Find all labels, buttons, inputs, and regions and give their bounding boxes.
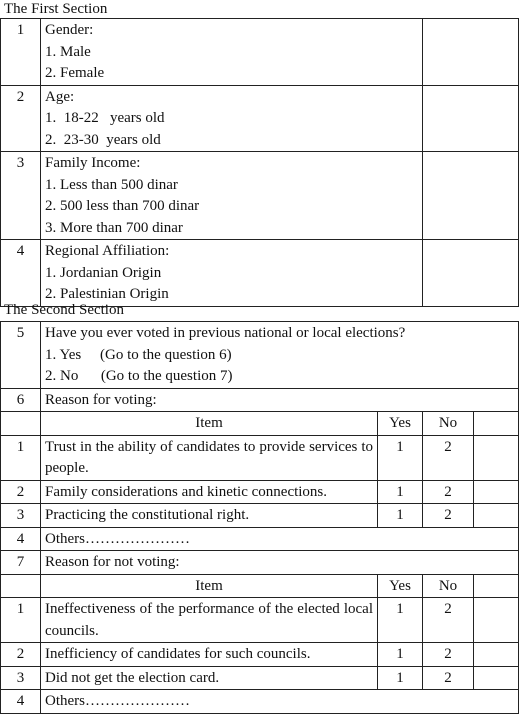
- table-row: [1, 19, 519, 86]
- item-header: Item: [41, 412, 378, 436]
- question-number: 2: [1, 85, 41, 152]
- item-number: 4: [1, 690, 41, 714]
- question-cell: [41, 240, 423, 307]
- table-row: [1, 527, 519, 551]
- option-text: 2. 500 less than 700 dinar: [45, 198, 200, 214]
- item-number: 2: [1, 480, 41, 504]
- question-number: 5: [1, 322, 41, 389]
- answer-cell[interactable]: [474, 643, 519, 667]
- item-number: 1: [1, 435, 41, 480]
- table-row: [1, 690, 519, 714]
- empty-cell: [1, 412, 41, 436]
- second-section-table: [0, 321, 519, 714]
- question-text: Reason for not voting:: [41, 551, 519, 575]
- item-text: Others…………………: [41, 690, 519, 714]
- item-text: Did not get the election card.: [41, 666, 378, 690]
- item-text: Family considerations and kinetic connections.: [41, 480, 378, 504]
- no-code[interactable]: 2: [423, 598, 474, 643]
- item-header: Item: [41, 574, 378, 598]
- question-cell: [41, 152, 423, 240]
- answer-cell[interactable]: [423, 240, 519, 307]
- empty-cell: [474, 574, 519, 598]
- question-number: 3: [1, 152, 41, 240]
- item-number: 3: [1, 666, 41, 690]
- no-header: No: [423, 412, 474, 436]
- yes-code[interactable]: 1: [378, 666, 423, 690]
- no-code[interactable]: 2: [423, 435, 474, 480]
- question-text: Regional Affiliation:: [45, 243, 170, 259]
- no-code[interactable]: 2: [423, 666, 474, 690]
- table-row: [1, 666, 519, 690]
- option-text: 1. Male: [45, 43, 91, 60]
- question-number: 6: [1, 388, 41, 412]
- question-text: Gender:: [45, 22, 94, 38]
- item-text: Inefficiency of candidates for such councils.: [41, 643, 378, 667]
- question-cell: [41, 85, 423, 152]
- option-text: 1. Jordanian Origin: [45, 264, 162, 281]
- table-row: [1, 322, 519, 389]
- option-text: 2. Palestinian Origin: [45, 286, 169, 302]
- question-number: 1: [1, 19, 41, 86]
- answer-cell[interactable]: [474, 435, 519, 480]
- option-text: 2. 23-30 years old: [45, 131, 161, 148]
- yes-code[interactable]: 1: [378, 504, 423, 528]
- option-text: 2. No (Go to the question 7): [45, 368, 233, 384]
- table-row: [1, 551, 519, 575]
- answer-cell[interactable]: [423, 85, 519, 152]
- section-title-first: The First Section: [4, 1, 108, 17]
- item-number: 4: [1, 527, 41, 551]
- option-text: 1. Less than 500 dinar: [45, 176, 178, 193]
- answer-cell[interactable]: [423, 152, 519, 240]
- no-header: No: [423, 574, 474, 598]
- answer-cell[interactable]: [474, 666, 519, 690]
- table-row: [1, 598, 519, 643]
- answer-cell[interactable]: [474, 504, 519, 528]
- option-text: 2. Female: [45, 65, 105, 81]
- item-number: 2: [1, 643, 41, 667]
- table-row: [1, 388, 519, 412]
- table-row: [1, 435, 519, 480]
- question-text: Reason for voting:: [41, 388, 519, 412]
- option-text: 1. 18-22 years old: [45, 110, 165, 126]
- answer-cell[interactable]: [423, 19, 519, 86]
- yes-header: Yes: [378, 574, 423, 598]
- question-number: 4: [1, 240, 41, 307]
- item-text: Ineffectiveness of the performance of the elected local councils.: [41, 598, 378, 643]
- section-title-second: The Second Section: [4, 302, 124, 318]
- table-header-row: [1, 574, 519, 598]
- first-section-table: [0, 18, 519, 307]
- no-code[interactable]: 2: [423, 643, 474, 667]
- item-text: Others…………………: [41, 527, 519, 551]
- question-text: Age:: [45, 88, 75, 105]
- table-row: [1, 240, 519, 307]
- yes-code[interactable]: 1: [378, 643, 423, 667]
- table-row: [1, 85, 519, 152]
- empty-cell: [1, 574, 41, 598]
- yes-header: Yes: [378, 412, 423, 436]
- yes-code[interactable]: 1: [378, 598, 423, 643]
- answer-cell[interactable]: [474, 480, 519, 504]
- question-cell: [41, 19, 423, 86]
- table-row: [1, 152, 519, 240]
- no-code[interactable]: 2: [423, 504, 474, 528]
- answer-cell[interactable]: [474, 598, 519, 643]
- question-number: 7: [1, 551, 41, 575]
- item-text: Practicing the constitutional right.: [41, 504, 378, 528]
- table-row: [1, 480, 519, 504]
- question-text: Have you ever voted in previous national or local elections?: [45, 325, 406, 341]
- question-text: Family Income:: [45, 155, 141, 171]
- empty-cell: [474, 412, 519, 436]
- item-number: 1: [1, 598, 41, 643]
- table-row: [1, 643, 519, 667]
- yes-code[interactable]: 1: [378, 480, 423, 504]
- question-cell: [41, 322, 519, 389]
- item-text: Trust in the ability of candidates to provide services to people.: [41, 435, 378, 480]
- no-code[interactable]: 2: [423, 480, 474, 504]
- table-row: [1, 504, 519, 528]
- option-text: 3. More than 700 dinar: [45, 219, 183, 236]
- table-header-row: [1, 412, 519, 436]
- option-text: 1. Yes (Go to the question 6): [45, 346, 232, 363]
- item-number: 3: [1, 504, 41, 528]
- yes-code[interactable]: 1: [378, 435, 423, 480]
